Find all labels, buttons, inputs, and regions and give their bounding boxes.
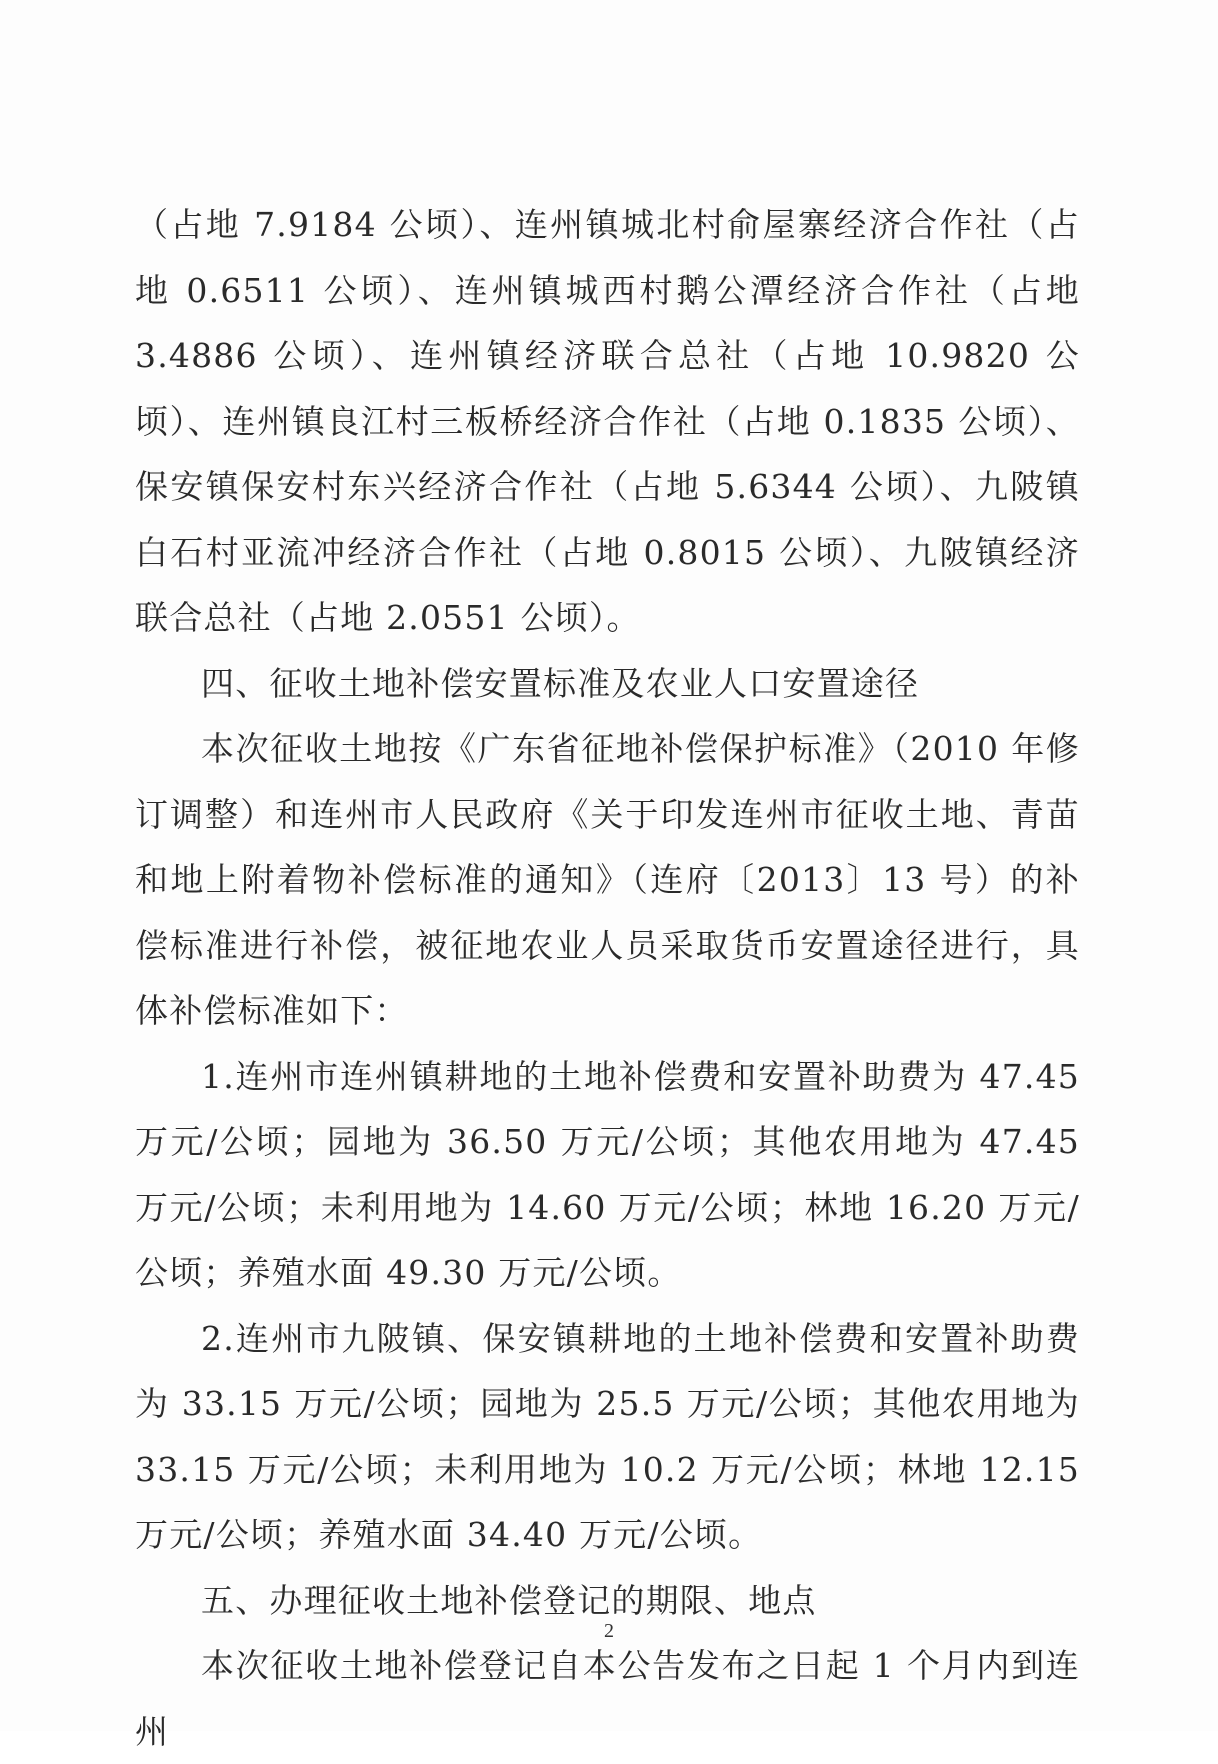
paragraph-standard-1: 1.连州市连州镇耕地的土地补偿费和安置补助费为 47.45 万元/公顷；园地为 36.50 万元/公顷；其他农用地为 47.45 万元/公顷；未利用地为 14.60 万元/公顷；林地 16.20 万元/公顷；养殖水面 49.30 万元/公顷。 [135,1056,1080,1292]
section-heading-5: 五、办理征收土地补偿登记的期限、地点 [201,1580,817,1620]
page-number: 2 [604,1620,614,1642]
paragraph-land-list: （占地 7.9184 公顷）、连州镇城北村俞屋寨经济合作社（占地 0.6511 公顷）、连州镇城西村鹅公潭经济合作社（占地 3.4886 公顷）、连州镇经济联合总社（占地 10.9820 公顷）、连州镇良江村三板桥经济合作社（占地 0.1835 公顷）、保安镇保安村东兴经济合作社（占地 5.6344 公顷）、九陂镇白石村亚流冲经济合作社（占地 0.8015 公顷）、九陂镇经济联合总社（占地 2.0551 公顷）。 [135,205,1080,637]
section-heading-4: 四、征收土地补偿安置标准及农业人口安置途径 [201,663,920,703]
paragraph-registration: 本次征收土地补偿登记自本公告发布之日起 1 个月内到连州 [135,1646,1081,1751]
paragraph-compensation-basis: 本次征收土地按《广东省征地补偿保护标准》（2010 年修订调整）和连州市人民政府《关于印发连州市征收土地、青苗和地上附着物补偿标准的通知》（连府〔2013〕13 号）的补偿标准进行补偿，被征地农业人员采取货币安置途径进行，具体补偿标准如下： [135,729,1080,1030]
paragraph-standard-2: 2.连州市九陂镇、保安镇耕地的土地补偿费和安置补助费为 33.15 万元/公顷；园地为 25.5 万元/公顷；其他农用地为 33.15 万元/公顷；未利用地为 10.2 万元/公顷；林地 12.15 万元/公顷；养殖水面 34.40 万元/公顷。 [135,1318,1080,1554]
document-body [135,192,1080,1764]
